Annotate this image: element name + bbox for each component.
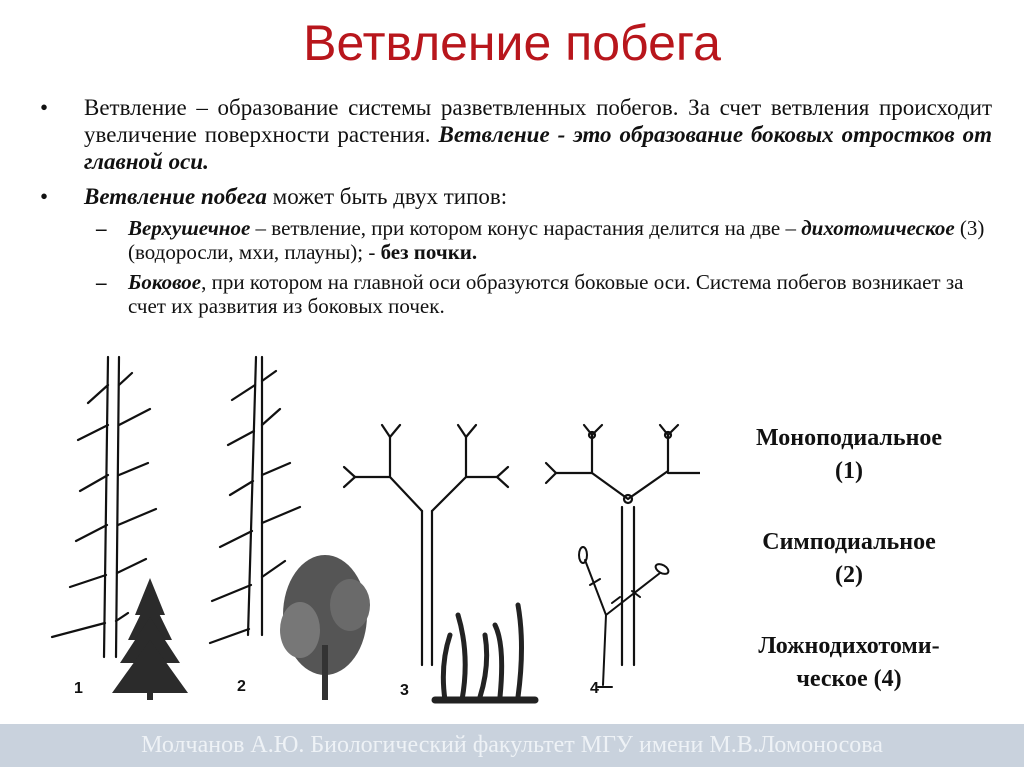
type-name: Симподиальное: [762, 529, 936, 555]
apical-examples: (3)(водоросли, мхи, плауны); -: [128, 216, 985, 264]
apical-text: – ветвление, при котором конус нарастания делится на две –: [250, 216, 802, 240]
lateral-text: , при котором на главной оси образуются боковые оси. Система побегов возникает за счет их развития из боковых почек.: [128, 270, 964, 318]
type-number: (1): [835, 458, 863, 484]
lateral-term: Боковое: [128, 270, 202, 294]
false-dichotomous-scheme: [546, 425, 700, 665]
bullet-list: [36, 94, 992, 318]
type-number: ческое (4): [796, 666, 902, 692]
subbullet-apical: [36, 216, 992, 264]
slide-title: Ветвление побега: [303, 15, 721, 71]
dichotomous-term: дихотомическое: [801, 216, 955, 240]
types-emphasis: Ветвление побега: [84, 184, 267, 209]
type-false-dichotomous: [706, 630, 992, 696]
branching-diagram: [0, 345, 700, 715]
lilac-twig-image: [579, 547, 670, 687]
moss-plant-image: [435, 605, 535, 700]
dash-marker: –: [96, 270, 107, 294]
bullet-definition: [36, 94, 992, 175]
type-number: (2): [835, 562, 863, 588]
spruce-tree-image: [112, 578, 188, 700]
definition-text: Ветвление – образование системы разветвленных побегов. За счет ветвления происходит увеличение поверхности растения.: [84, 95, 992, 147]
footer-credit: Молчанов А.Ю. Биологический факультет МГУ имени М.В.Ломоносова: [0, 724, 1024, 767]
diagram-label-3: 3: [400, 682, 409, 699]
type-sympodial: [706, 526, 992, 592]
types-text: может быть двух типов:: [266, 184, 508, 209]
branching-types-legend: [706, 422, 992, 696]
subbullet-lateral: [36, 270, 992, 318]
dash-marker: –: [96, 216, 107, 240]
bullet-marker: •: [40, 184, 49, 209]
diagram-label-4: 4: [590, 680, 599, 697]
dichotomous-scheme: [344, 425, 508, 665]
type-name: Ложнодихотоми-: [758, 633, 940, 659]
apical-term: Верхушечное: [128, 216, 251, 240]
bullet-marker: •: [40, 95, 49, 120]
type-monopodial: [706, 422, 992, 488]
diagram-label-1: 1: [74, 680, 83, 697]
birch-tree-image: [280, 555, 370, 700]
diagram-label-2: 2: [237, 678, 246, 695]
type-name: Моноподиальное: [755, 425, 943, 451]
bullet-types: [36, 183, 992, 210]
definition-emphasis: Ветвление - это образование боковых отростков от главной оси.: [84, 122, 993, 174]
no-bud-term: без почки.: [380, 240, 478, 264]
